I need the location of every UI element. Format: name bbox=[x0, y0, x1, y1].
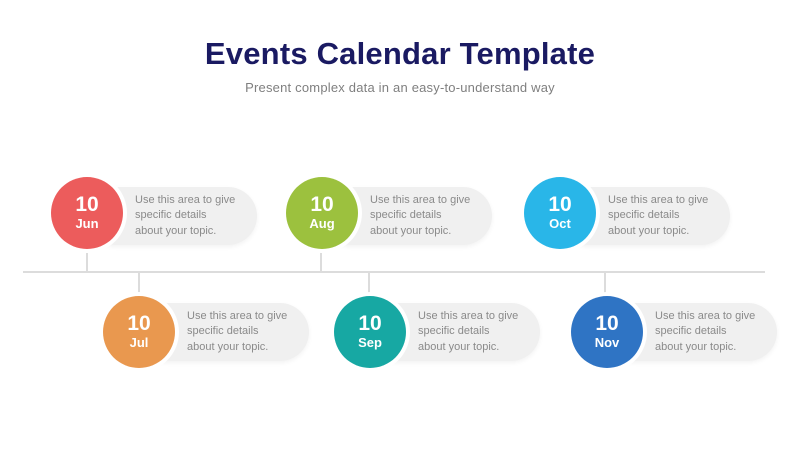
event-day: 10 bbox=[548, 193, 572, 216]
event-day: 10 bbox=[595, 312, 619, 335]
event-description: about your topic. bbox=[655, 340, 737, 353]
event-day: 10 bbox=[127, 312, 151, 335]
event-date-badge bbox=[334, 296, 406, 368]
event-description: Use this area to give bbox=[608, 193, 709, 206]
event-description: about your topic. bbox=[135, 224, 217, 237]
event-description: about your topic. bbox=[370, 224, 452, 237]
event-description: Use this area to give bbox=[655, 309, 756, 322]
event-description: specific details bbox=[608, 209, 680, 222]
event-description: about your topic. bbox=[187, 340, 269, 353]
event-description: Use this area to give bbox=[418, 309, 519, 322]
event-month: Nov bbox=[594, 335, 620, 350]
page-title: Events Calendar Template bbox=[204, 36, 596, 71]
connector-aug bbox=[320, 249, 322, 272]
event-description: Use this area to give bbox=[370, 193, 471, 206]
event-month: Jun bbox=[75, 216, 99, 231]
event-date-badge bbox=[524, 177, 596, 249]
event-description: specific details bbox=[135, 209, 207, 222]
connector-jul bbox=[138, 272, 140, 297]
event-day: 10 bbox=[310, 193, 334, 216]
connector-nov bbox=[604, 272, 606, 297]
timeline-axis bbox=[23, 271, 765, 273]
event-month: Sep bbox=[358, 335, 382, 350]
event-description: specific details bbox=[370, 209, 442, 222]
event-date-badge bbox=[103, 296, 175, 368]
event-description: Use this area to give bbox=[135, 193, 236, 206]
event-description: about your topic. bbox=[418, 340, 500, 353]
event-description: specific details bbox=[418, 325, 490, 338]
event-month: Oct bbox=[549, 216, 571, 231]
event-description: specific details bbox=[655, 325, 727, 338]
event-date-badge bbox=[571, 296, 643, 368]
connector-sep bbox=[368, 272, 370, 297]
connector-jun bbox=[86, 249, 88, 272]
event-month: Aug bbox=[309, 216, 335, 231]
event-day: 10 bbox=[75, 193, 99, 216]
page-subtitle: Present complex data in an easy-to-understand way bbox=[245, 80, 555, 95]
event-description: specific details bbox=[187, 325, 259, 338]
event-day: 10 bbox=[358, 312, 382, 335]
event-description: about your topic. bbox=[608, 224, 690, 237]
event-month: Jul bbox=[129, 335, 149, 350]
event-date-badge bbox=[51, 177, 123, 249]
event-description: Use this area to give bbox=[187, 309, 288, 322]
event-date-badge bbox=[286, 177, 358, 249]
